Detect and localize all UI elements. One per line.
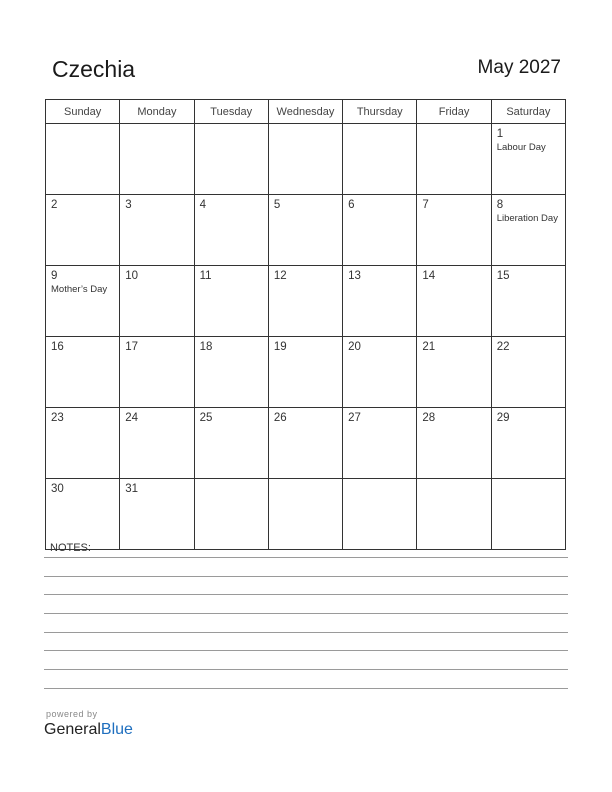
calendar-day-cell xyxy=(46,337,120,408)
calendar-day-cell xyxy=(268,266,342,337)
weekday-header-row xyxy=(46,100,566,124)
calendar-day-cell xyxy=(46,408,120,479)
notes-line xyxy=(44,576,568,577)
calendar-day-cell xyxy=(343,195,417,266)
day-number: 26 xyxy=(273,412,287,424)
holiday-label: Mother’s Day xyxy=(51,284,108,295)
calendar-week-row xyxy=(46,337,566,408)
day-number: 21 xyxy=(422,341,436,353)
weekday-thursday: Thursday xyxy=(343,100,417,124)
calendar-grid xyxy=(45,99,566,550)
day-number: 23 xyxy=(51,412,64,424)
day-number: 29 xyxy=(496,412,510,424)
calendar-day-cell xyxy=(343,337,417,408)
calendar-day-cell xyxy=(491,408,565,479)
notes-label: NOTES: xyxy=(50,542,91,554)
day-number: 9 xyxy=(51,270,58,282)
calendar-day-cell xyxy=(268,479,342,550)
weekday-sunday: Sunday xyxy=(46,100,120,124)
calendar-day-cell xyxy=(46,266,120,337)
calendar-week-row xyxy=(46,479,566,550)
calendar-day-cell xyxy=(268,408,342,479)
calendar-month-year: May 2027 xyxy=(477,57,561,78)
day-number: 1 xyxy=(496,128,504,140)
day-number: 27 xyxy=(348,412,361,424)
calendar-day-cell xyxy=(417,195,491,266)
day-number: 14 xyxy=(422,270,436,282)
notes-line xyxy=(44,669,568,670)
calendar-week-row xyxy=(46,408,566,479)
calendar-day-cell xyxy=(268,124,342,195)
calendar-day-cell xyxy=(194,195,268,266)
day-number: 25 xyxy=(199,412,213,424)
day-number: 2 xyxy=(51,199,58,211)
powered-by-text: powered by xyxy=(46,709,98,719)
calendar-country-title: Czechia xyxy=(52,56,136,82)
weekday-friday: Friday xyxy=(417,100,491,124)
calendar-day-cell xyxy=(491,337,565,408)
calendar-day-cell xyxy=(194,408,268,479)
calendar-day-cell xyxy=(343,266,417,337)
calendar-day-cell xyxy=(46,195,120,266)
notes-line xyxy=(44,613,568,614)
day-number: 24 xyxy=(125,412,139,424)
calendar-day-cell xyxy=(491,266,565,337)
day-number: 17 xyxy=(125,341,139,353)
calendar-day-cell xyxy=(417,337,491,408)
calendar-day-cell xyxy=(491,195,565,266)
calendar-day-cell xyxy=(120,266,194,337)
weekday-tuesday: Tuesday xyxy=(194,100,268,124)
day-number: 12 xyxy=(273,270,287,282)
day-number: 28 xyxy=(422,412,436,424)
calendar-week-row xyxy=(46,266,566,337)
calendar-day-cell xyxy=(194,266,268,337)
calendar-day-cell xyxy=(417,479,491,550)
calendar-day-cell xyxy=(268,337,342,408)
day-number: 11 xyxy=(199,270,212,282)
generalblue-logo xyxy=(44,721,133,739)
notes-line xyxy=(44,557,568,558)
calendar-day-cell xyxy=(46,479,120,550)
day-number: 3 xyxy=(125,199,132,211)
calendar-day-cell xyxy=(194,337,268,408)
calendar-day-cell xyxy=(268,195,342,266)
day-number: 22 xyxy=(496,341,510,353)
calendar-day-cell xyxy=(46,124,120,195)
day-number: 8 xyxy=(496,199,504,211)
calendar-day-cell xyxy=(120,124,194,195)
brand-blue-text: Blue xyxy=(100,721,133,738)
day-number: 7 xyxy=(422,199,429,211)
calendar-day-cell xyxy=(120,408,194,479)
calendar-week-row xyxy=(46,124,566,195)
holiday-label: Liberation Day xyxy=(496,213,558,224)
day-number: 20 xyxy=(348,341,361,353)
calendar-day-cell xyxy=(194,479,268,550)
calendar-day-cell xyxy=(417,124,491,195)
weekday-saturday: Saturday xyxy=(491,100,565,124)
weekday-wednesday: Wednesday xyxy=(268,100,342,124)
calendar-day-cell xyxy=(417,266,491,337)
calendar-week-row xyxy=(46,195,566,266)
brand-general-text: General xyxy=(44,721,101,738)
holiday-label: Labour Day xyxy=(496,142,546,153)
calendar-day-cell xyxy=(194,124,268,195)
notes-line xyxy=(44,594,568,595)
day-number: 15 xyxy=(496,270,510,282)
notes-line xyxy=(44,650,568,651)
day-number: 19 xyxy=(273,341,287,353)
calendar-day-cell xyxy=(491,124,565,195)
day-number: 18 xyxy=(199,341,213,353)
day-number: 6 xyxy=(348,199,355,211)
day-number: 5 xyxy=(273,199,281,211)
calendar-day-cell xyxy=(343,479,417,550)
calendar-day-cell xyxy=(343,124,417,195)
calendar-day-cell xyxy=(120,479,194,550)
calendar-day-cell xyxy=(120,195,194,266)
calendar-day-cell xyxy=(417,408,491,479)
calendar-day-cell xyxy=(343,408,417,479)
day-number: 4 xyxy=(199,199,206,211)
notes-line xyxy=(44,632,568,633)
notes-line xyxy=(44,688,568,689)
weekday-monday: Monday xyxy=(120,100,194,124)
calendar-day-cell xyxy=(120,337,194,408)
day-number: 31 xyxy=(125,483,139,495)
calendar-day-cell xyxy=(491,479,565,550)
day-number: 30 xyxy=(51,483,64,495)
day-number: 13 xyxy=(348,270,361,282)
day-number: 16 xyxy=(51,341,64,353)
day-number: 10 xyxy=(125,270,139,282)
